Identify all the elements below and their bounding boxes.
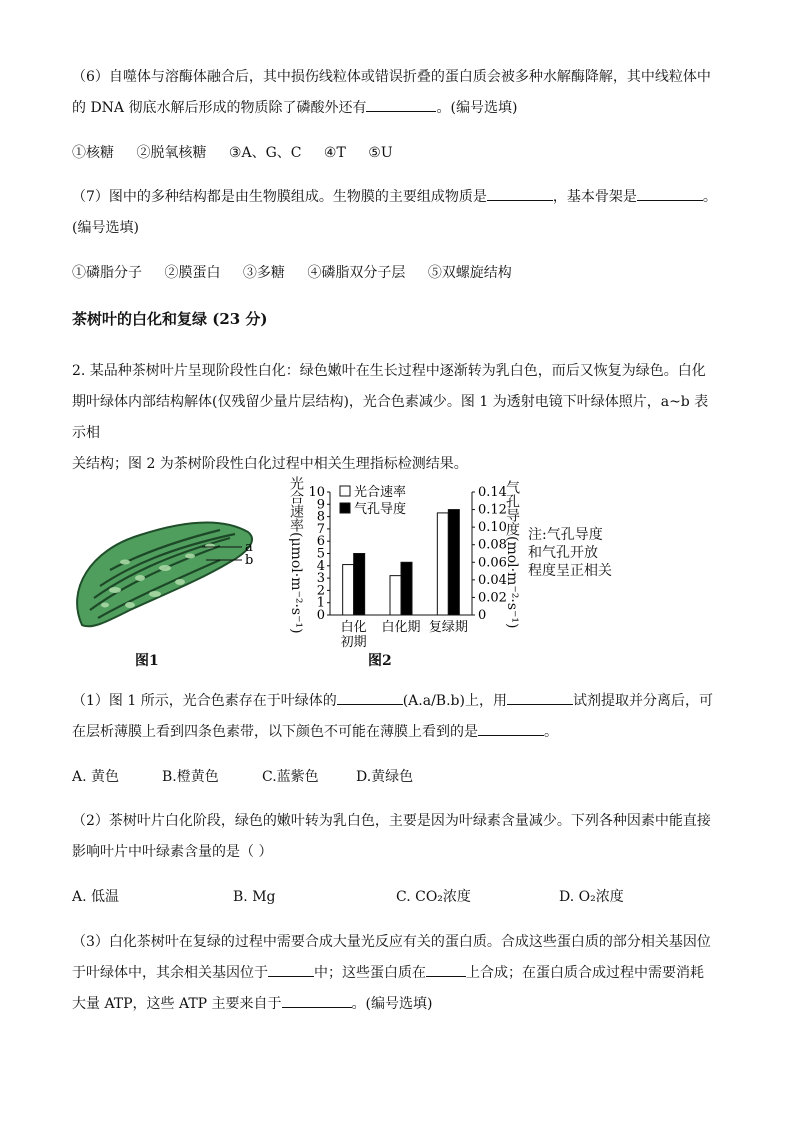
q7-line1: （7）图中的多种结构都是由生物膜组成。生物膜的主要组成物质是 ，基本骨架是 。 [72,182,722,213]
q6-options [72,143,411,163]
section-title: 茶树叶的白化和复绿 (23 分) [72,310,268,328]
right-tick-label: 0.06 [478,555,507,571]
q2-options [72,887,624,907]
intro-line3: 关结构；图 2 为茶树阶段性白化过程中相关生理指标检测结果。 [72,456,468,472]
chart-note-line: 和气孔开放 [528,545,598,561]
q1-option: A. 黄色 [72,769,120,785]
q2-option: C. CO₂浓度 [396,889,471,905]
left-tick-label: 9 [316,497,325,513]
left-tick-label: 0 [316,608,325,623]
q1-blank-1[interactable] [337,690,403,705]
q7-options [72,263,530,283]
chart-note-line: 程度呈正相关 [528,563,612,579]
left-tick-label: 4 [316,558,325,574]
bar-stomatal [448,510,459,615]
right-tick-label: 0.02 [478,590,507,606]
legend-swatch [340,503,350,513]
q1-option: B.橙黄色 [162,769,219,785]
q6-option: ③A、G、C [228,145,302,161]
q6-option: ⑤U [368,145,393,161]
question-2 [72,806,722,868]
question-1 [72,686,722,748]
left-tick-label: 5 [316,546,325,562]
q2-option: A. 低温 [72,889,120,905]
left-tick-label: 3 [316,571,325,587]
q7-blank-2[interactable] [637,186,703,201]
q2-line1: （2）茶树叶片白化阶段，绿色的嫩叶转为乳白色，主要是因为叶绿素含量减少。下列各种因素中能直接 [72,813,711,829]
intro-line1: 2. 某品种茶树叶片呈现阶段性白化：绿色嫩叶在生长过程中逐渐转为乳白色，而后又恢复为绿色。白化 [72,363,706,379]
right-tick-label: 0.14 [478,485,507,500]
question-2-intro [72,356,722,480]
q6-option: ①核糖 [72,145,114,161]
q2-option: B. Mg [233,889,276,905]
q7-blank-1[interactable] [487,186,553,201]
right-axis-label: 气孔导度(mol·m⁻²·s⁻¹) [504,480,520,629]
q6-line1: （6）自噬体与溶酶体融合后，其中损伤线粒体或错误折叠的蛋白质会被多种水解酶降解，其中线粒体中 [72,69,711,85]
question-6 [72,62,722,124]
q6-option: ②脱氧核糖 [136,145,207,161]
q6-line2: 的 DNA 彻底水解后形成的物质除了磷酸外还有 。(编号选填) [72,93,722,124]
q3-line2: 于叶绿体中，其余相关基因位于 中；这些蛋白质在 上合成；在蛋白质合成过程中需要消耗 [72,958,722,989]
category-label: 白化 [340,620,367,635]
q1-line2: 在层析薄膜上看到四条色素带，以下颜色不可能在薄膜上看到的是 。 [72,717,722,748]
q3-blank-3[interactable] [282,993,352,1008]
figure-2-chart [300,478,530,653]
legend-label: 光合速率 [354,485,407,500]
left-tick-label: 8 [316,509,325,525]
question-7 [72,182,722,244]
right-tick-label: 0.12 [478,502,507,518]
chart-note-line: 注:气孔导度 [528,527,603,543]
question-3 [72,927,722,1020]
chart-note [528,526,612,580]
q1-options [72,767,413,787]
legend-label: 气孔导度 [354,502,407,517]
q3-blank-1[interactable] [268,962,314,977]
q1-option: C.蓝紫色 [262,769,319,785]
category-label: 白化期 [381,620,421,635]
q1-option: D.黄绿色 [356,769,414,785]
q7-option: ⑤双螺旋结构 [427,265,512,281]
left-tick-label: 2 [316,583,325,599]
legend-swatch [340,486,350,496]
q7-option: ④磷脂双分子层 [307,265,406,281]
right-tick-label: 0.10 [478,520,507,536]
q1-line1: （1）图 1 所示，光合色素存在于叶绿体的 (A.a/B.b)上，用 试剂提取并分离后，可 [72,686,722,717]
left-tick-label: 6 [316,534,325,550]
figure-1-label: 图1 [135,653,159,669]
left-axis-label: 光合速率(μmol·m⁻²·s⁻¹) [288,476,304,634]
q7-option: ②膜蛋白 [164,265,221,281]
category-label: 复绿期 [428,620,468,635]
q6-answer-blank[interactable] [366,97,436,112]
right-tick-label: 0.04 [478,572,507,588]
right-tick-label: 0 [478,608,487,623]
left-tick-label: 10 [308,485,325,500]
right-tick-label: 0.08 [478,537,507,553]
q3-blank-2[interactable] [426,962,466,977]
q7-option: ①磷脂分子 [72,265,142,281]
q3-line1: （3）白化茶树叶在复绿的过程中需要合成大量光反应有关的蛋白质。合成这些蛋白质的部分相关基因位 [72,934,711,950]
q7-line2: (编号选填) [72,220,139,236]
marker-a: a [245,540,253,555]
q7-option: ③多糖 [242,265,285,281]
q3-line3: 大量 ATP，这些 ATP 主要来自于 。(编号选填) [72,989,722,1020]
q6-option: ④T [323,145,346,161]
q2-line2: 影响叶片中叶绿素含量的是（ ） [72,844,273,860]
intro-line2: 期叶绿体内部结构解体(仅残留少量片层结构)，光合色素减少。图 1 为透射电镜下叶绿体照片，a~b 表示相 [72,394,709,441]
bar-photosynthesis [390,576,401,615]
bar-stomatal [354,554,365,616]
bar-photosynthesis [437,513,448,615]
bar-stomatal [401,562,412,615]
left-tick-label: 1 [316,595,325,611]
q2-option: D. O₂浓度 [559,889,624,905]
chloroplast-micrograph [70,510,270,635]
left-tick-label: 7 [316,521,325,537]
marker-b: b [245,553,254,568]
q1-blank-2[interactable] [507,690,573,705]
bar-photosynthesis [343,565,354,615]
category-label: 初期 [340,635,367,650]
figure-2-label: 图2 [368,653,392,669]
q1-blank-3[interactable] [478,721,544,736]
